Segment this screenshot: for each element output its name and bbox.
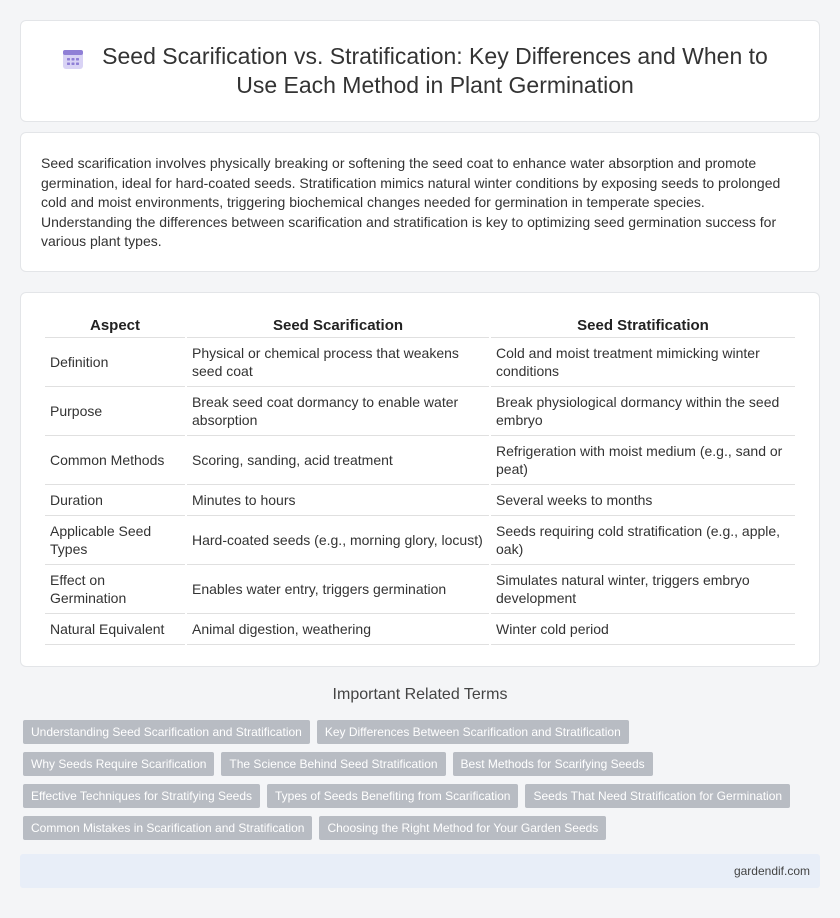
column-header-aspect: Aspect xyxy=(45,315,185,338)
related-term-link[interactable]: Common Mistakes in Scarification and Stratification xyxy=(23,816,312,840)
intro-paragraph: Seed scarification involves physically breaking or softening the seed coat to enhance water absorption and promote germination, ideal for hard-coated seeds. Stratification mimics natural winter conditions by exposing seeds to prolonged cold and moist environments, triggering biochemical changes needed for germination in temperate species. Understanding the differences between scarification and stratification is key to optimizing seed germination success for various plant types. xyxy=(41,155,781,250)
table-row xyxy=(45,387,795,436)
footer-site-link[interactable]: gardendif.com xyxy=(733,864,810,878)
comparison-table-card xyxy=(20,292,820,667)
related-terms xyxy=(23,720,823,848)
table-cell-aspect: Purpose xyxy=(45,387,185,436)
title-card xyxy=(20,20,820,122)
calendar-icon xyxy=(62,48,84,70)
comparison-table xyxy=(43,315,797,645)
table-cell-stratification: Simulates natural winter, triggers embryo development xyxy=(491,565,795,614)
table-cell-scarification: Enables water entry, triggers germination xyxy=(187,565,489,614)
table-cell-stratification: Several weeks to months xyxy=(491,485,795,516)
table-cell-scarification: Scoring, sanding, acid treatment xyxy=(187,436,489,485)
table-cell-scarification: Break seed coat dormancy to enable water absorption xyxy=(187,387,489,436)
related-terms-row xyxy=(23,816,823,840)
related-term-link[interactable]: The Science Behind Seed Stratification xyxy=(221,752,445,776)
related-term-link[interactable]: Why Seeds Require Scarification xyxy=(23,752,214,776)
related-term-link[interactable]: Understanding Seed Scarification and Stratification xyxy=(23,720,310,744)
title-wrap xyxy=(50,42,790,100)
related-term-link[interactable]: Types of Seeds Benefiting from Scarification xyxy=(267,784,518,808)
table-cell-scarification: Animal digestion, weathering xyxy=(187,614,489,645)
table-row xyxy=(45,516,795,565)
column-header-stratification: Seed Stratification xyxy=(491,315,795,338)
related-terms-row xyxy=(23,784,823,808)
intro-card xyxy=(20,132,820,272)
table-cell-stratification: Break physiological dormancy within the seed embryo xyxy=(491,387,795,436)
table-cell-aspect: Effect on Germination xyxy=(45,565,185,614)
table-cell-stratification: Refrigeration with moist medium (e.g., sand or peat) xyxy=(491,436,795,485)
table-cell-stratification: Cold and moist treatment mimicking winter conditions xyxy=(491,338,795,387)
table-cell-aspect: Common Methods xyxy=(45,436,185,485)
table-row xyxy=(45,485,795,516)
table-cell-scarification: Hard-coated seeds (e.g., morning glory, locust) xyxy=(187,516,489,565)
table-cell-stratification: Seeds requiring cold stratification (e.g., apple, oak) xyxy=(491,516,795,565)
related-term-link[interactable]: Best Methods for Scarifying Seeds xyxy=(453,752,653,776)
related-term-link[interactable]: Key Differences Between Scarification and Stratification xyxy=(317,720,629,744)
related-terms-heading: Important Related Terms xyxy=(332,686,508,703)
footer xyxy=(20,854,820,888)
table-cell-aspect: Definition xyxy=(45,338,185,387)
column-header-scarification: Seed Scarification xyxy=(187,315,489,338)
table-header-row xyxy=(45,315,795,338)
table-row xyxy=(45,565,795,614)
table-cell-aspect: Natural Equivalent xyxy=(45,614,185,645)
table-row xyxy=(45,338,795,387)
table-cell-scarification: Minutes to hours xyxy=(187,485,489,516)
related-term-link[interactable]: Effective Techniques for Stratifying Seeds xyxy=(23,784,260,808)
table-cell-aspect: Duration xyxy=(45,485,185,516)
table-cell-scarification: Physical or chemical process that weakens seed coat xyxy=(187,338,489,387)
related-term-link[interactable]: Seeds That Need Stratification for Germination xyxy=(525,784,790,808)
table-cell-stratification: Winter cold period xyxy=(491,614,795,645)
page-title: Seed Scarification vs. Stratification: Key Differences and When to Use Each Method in Plant Germination xyxy=(102,43,768,98)
related-terms-row xyxy=(23,752,823,776)
related-term-link[interactable]: Choosing the Right Method for Your Garden Seeds xyxy=(319,816,606,840)
table-row xyxy=(45,436,795,485)
table-cell-aspect: Applicable Seed Types xyxy=(45,516,185,565)
table-row xyxy=(45,614,795,645)
related-terms-row xyxy=(23,720,823,744)
